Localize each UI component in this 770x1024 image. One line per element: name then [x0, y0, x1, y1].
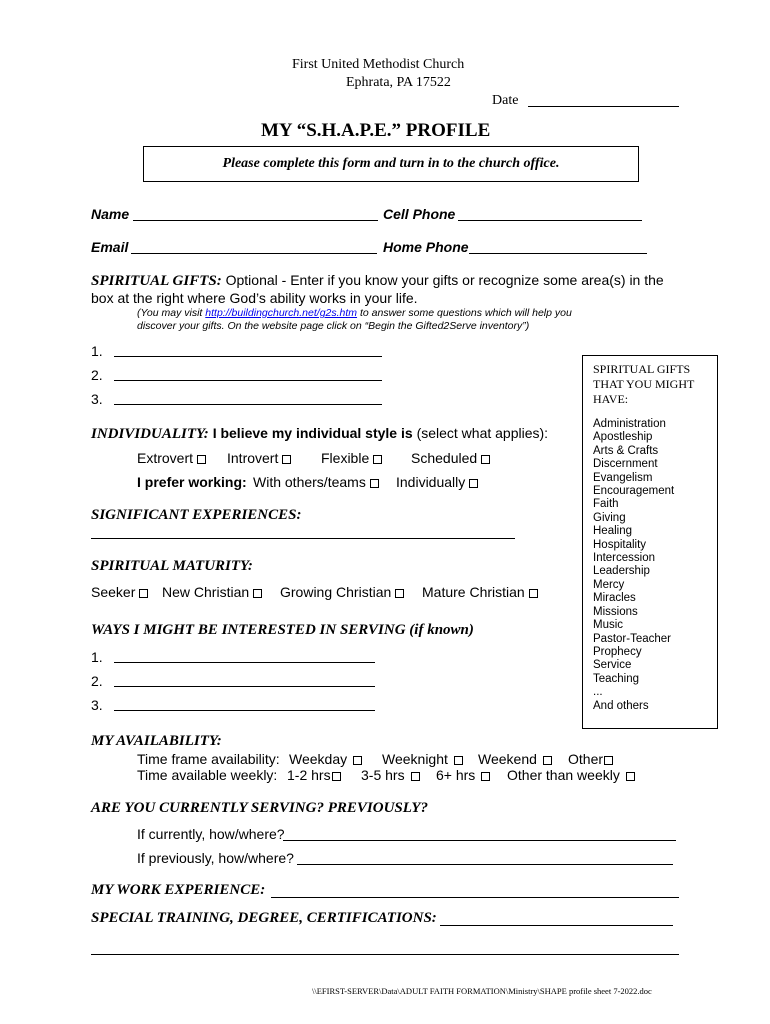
instruction-box [143, 146, 639, 182]
gift-entry-field-2[interactable] [114, 380, 382, 381]
weeknight-label: Weeknight [382, 751, 448, 767]
mature-christian-checkbox[interactable] [529, 589, 538, 598]
weekday-checkbox[interactable] [353, 756, 362, 765]
new-christian-label: New Christian [162, 584, 250, 600]
serving-entry-number-3: 3. [91, 697, 103, 713]
individuality-prompt-bold: I believe my individual style is [212, 425, 413, 441]
extrovert-label: Extrovert [137, 450, 194, 466]
style-option-scheduled[interactable] [411, 450, 490, 466]
working-option-individually[interactable] [396, 474, 478, 490]
spiritual-gifts-intro [91, 272, 664, 290]
weekly-label: Time available weekly: [137, 767, 278, 783]
cell-phone-label: Cell Phone [383, 206, 456, 222]
date-field[interactable] [528, 106, 679, 107]
availability-heading: MY AVAILABILITY: [91, 733, 222, 749]
gift-item: Pastor-Teacher [593, 632, 671, 645]
training-heading: SPECIAL TRAINING, DEGREE, CERTIFICATIONS: [91, 910, 437, 926]
gifted2serve-link[interactable]: http://buildingchurch.net/g2s.htm [205, 307, 358, 319]
six-plus-hrs-checkbox[interactable] [481, 772, 490, 781]
other-than-weekly-label: Other than weekly [507, 767, 620, 783]
spiritual-gifts-text-2: box at the right where God’s ability works in your life. [91, 290, 418, 306]
gift-item: ... [593, 686, 603, 699]
website-note-suffix: to answer some questions which will help you [359, 307, 572, 319]
gift-item: Healing [593, 525, 632, 538]
gift-item: Giving [593, 511, 626, 524]
gift-item: Hospitality [593, 538, 647, 551]
gift-item: Intercession [593, 552, 656, 565]
church-name: First United Methodist Church [292, 57, 465, 72]
maturity-option-mature[interactable] [422, 584, 538, 600]
gift-item: Apostleship [593, 431, 653, 444]
spiritual-gifts-text-1: Optional - Enter if you know your gifts or recognize some area(s) in the [225, 272, 664, 288]
weekend-checkbox[interactable] [543, 756, 552, 765]
page-title: MY “S.H.A.P.E.” PROFILE [261, 120, 491, 141]
individuality-heading: INDIVIDUALITY: [91, 426, 209, 442]
style-option-extrovert[interactable] [137, 450, 206, 466]
gift-item: Evangelism [593, 471, 653, 484]
gift-item: Leadership [593, 565, 650, 578]
maturity-option-growing[interactable] [280, 584, 404, 600]
other-label: Other [568, 751, 604, 767]
one-two-hrs-label: 1-2 hrs [287, 767, 331, 783]
gifts-box-heading [593, 362, 694, 407]
working-label: I prefer working: [137, 474, 247, 490]
introvert-checkbox[interactable] [282, 455, 291, 464]
previous-label: If previously, how/where? [137, 850, 294, 866]
current-label: If currently, how/where? [137, 826, 285, 842]
spiritual-gifts-heading: SPIRITUAL GIFTS: [91, 273, 222, 289]
one-two-hrs-checkbox[interactable] [332, 772, 341, 781]
email-field[interactable] [131, 253, 377, 254]
church-location: Ephrata, PA 17522 [346, 75, 451, 90]
training-field-extra[interactable] [91, 954, 679, 955]
serving-entry-number-2: 2. [91, 673, 103, 689]
seeker-checkbox[interactable] [139, 589, 148, 598]
timeframe-option-weekday[interactable] [289, 751, 362, 767]
website-note-line-1 [137, 307, 572, 319]
email-label: Email [91, 239, 129, 255]
gift-entry-number-2: 2. [91, 367, 103, 383]
gift-entry-number-1: 1. [91, 343, 103, 359]
serving-entry-field-2[interactable] [114, 686, 375, 687]
footer-file-path: \\EFIRST-SERVER\Data\ADULT FAITH FORMATION\Ministry\SHAPE profile sheet 7-2022.doc [312, 986, 652, 996]
weekly-option-6-plus[interactable] [436, 767, 490, 783]
introvert-label: Introvert [227, 450, 279, 466]
weekday-label: Weekday [289, 751, 348, 767]
gift-item: Faith [593, 498, 619, 511]
timeframe-option-other[interactable] [568, 751, 613, 767]
gift-item: Encouragement [593, 485, 675, 498]
teams-label: With others/teams [253, 474, 366, 490]
growing-christian-label: Growing Christian [280, 584, 392, 600]
current-field[interactable] [283, 840, 676, 841]
gift-item: Administration [593, 418, 666, 430]
gifts-box-heading-line-1: SPIRITUAL GIFTS [593, 362, 691, 376]
other-than-weekly-checkbox[interactable] [626, 772, 635, 781]
experiences-field[interactable] [91, 538, 515, 539]
gifts-list [593, 418, 674, 713]
name-field[interactable] [133, 220, 378, 221]
teams-checkbox[interactable] [370, 479, 379, 488]
new-christian-checkbox[interactable] [253, 589, 262, 598]
work-heading: MY WORK EXPERIENCE: [91, 882, 266, 898]
weekly-option-other[interactable] [507, 767, 635, 783]
gift-item: Prophecy [593, 645, 642, 658]
maturity-heading: SPIRITUAL MATURITY: [91, 558, 253, 574]
maturity-option-new[interactable] [162, 584, 262, 600]
gift-item: And others [593, 699, 649, 712]
gift-item: Mercy [593, 578, 625, 591]
home-phone-label: Home Phone [383, 239, 469, 255]
individually-label: Individually [396, 474, 466, 490]
experiences-heading: SIGNIFICANT EXPERIENCES: [91, 507, 302, 523]
three-five-hrs-checkbox[interactable] [411, 772, 420, 781]
serving-entry-field-3[interactable] [114, 710, 375, 711]
weekend-label: Weekend [478, 751, 537, 767]
mature-christian-label: Mature Christian [422, 584, 525, 600]
website-note-line-2: discover your gifts. On the website page click on “Begin the Gifted2Serve inventory”) [137, 320, 530, 332]
gifts-box-heading-line-2: THAT YOU MIGHT [593, 377, 695, 391]
flexible-checkbox[interactable] [373, 455, 382, 464]
scheduled-label: Scheduled [411, 450, 478, 466]
flexible-label: Flexible [321, 450, 370, 466]
gifts-box-heading-line-3: HAVE: [593, 392, 629, 406]
timeframe-label: Time frame availability: [137, 751, 280, 767]
six-plus-hrs-label: 6+ hrs [436, 767, 476, 783]
weekly-option-1-2[interactable] [287, 767, 341, 783]
gift-entry-field-3[interactable] [114, 404, 382, 405]
weeknight-checkbox[interactable] [454, 756, 463, 765]
scheduled-checkbox[interactable] [481, 455, 490, 464]
extrovert-checkbox[interactable] [197, 455, 206, 464]
gift-entry-field-1[interactable] [114, 356, 382, 357]
seeker-label: Seeker [91, 584, 136, 600]
gift-item: Service [593, 659, 632, 672]
other-checkbox[interactable] [604, 756, 613, 765]
currently-serving-heading: ARE YOU CURRENTLY SERVING? PREVIOUSLY? [91, 800, 429, 816]
work-field[interactable] [271, 897, 679, 898]
style-option-introvert[interactable] [227, 450, 291, 466]
training-field[interactable] [440, 925, 673, 926]
serving-interest-heading: WAYS I MIGHT BE INTERESTED IN SERVING (if known) [91, 622, 474, 638]
spiritual-gifts-list-box [582, 355, 718, 729]
home-phone-field[interactable] [469, 253, 647, 254]
gift-entry-number-3: 3. [91, 391, 103, 407]
weekly-option-3-5[interactable] [361, 767, 420, 783]
gift-item: Arts & Crafts [593, 444, 659, 457]
gift-item: Miracles [593, 592, 636, 605]
gift-item: Missions [593, 605, 638, 618]
timeframe-option-weekend[interactable] [478, 751, 552, 767]
timeframe-option-weeknight[interactable] [382, 751, 463, 767]
date-label: Date [492, 93, 519, 108]
gift-item: Music [593, 619, 624, 632]
working-option-teams[interactable] [253, 474, 379, 490]
individuality-prompt-rest: (select what applies): [416, 425, 549, 441]
website-note-prefix: (You may visit [137, 307, 203, 319]
three-five-hrs-label: 3-5 hrs [361, 767, 405, 783]
serving-entry-number-1: 1. [91, 649, 103, 665]
previous-field[interactable] [297, 864, 673, 865]
serving-entry-field-1[interactable] [114, 662, 375, 663]
individually-checkbox[interactable] [469, 479, 478, 488]
growing-christian-checkbox[interactable] [395, 589, 404, 598]
individuality-row [91, 425, 548, 443]
gift-item: Discernment [593, 458, 658, 471]
instruction-text: Please complete this form and turn in to the church office. [222, 156, 560, 171]
cell-phone-field[interactable] [458, 220, 642, 221]
name-label: Name [91, 206, 130, 222]
gift-item: Teaching [593, 672, 640, 685]
maturity-option-seeker[interactable] [91, 584, 148, 600]
style-option-flexible[interactable] [321, 450, 382, 466]
